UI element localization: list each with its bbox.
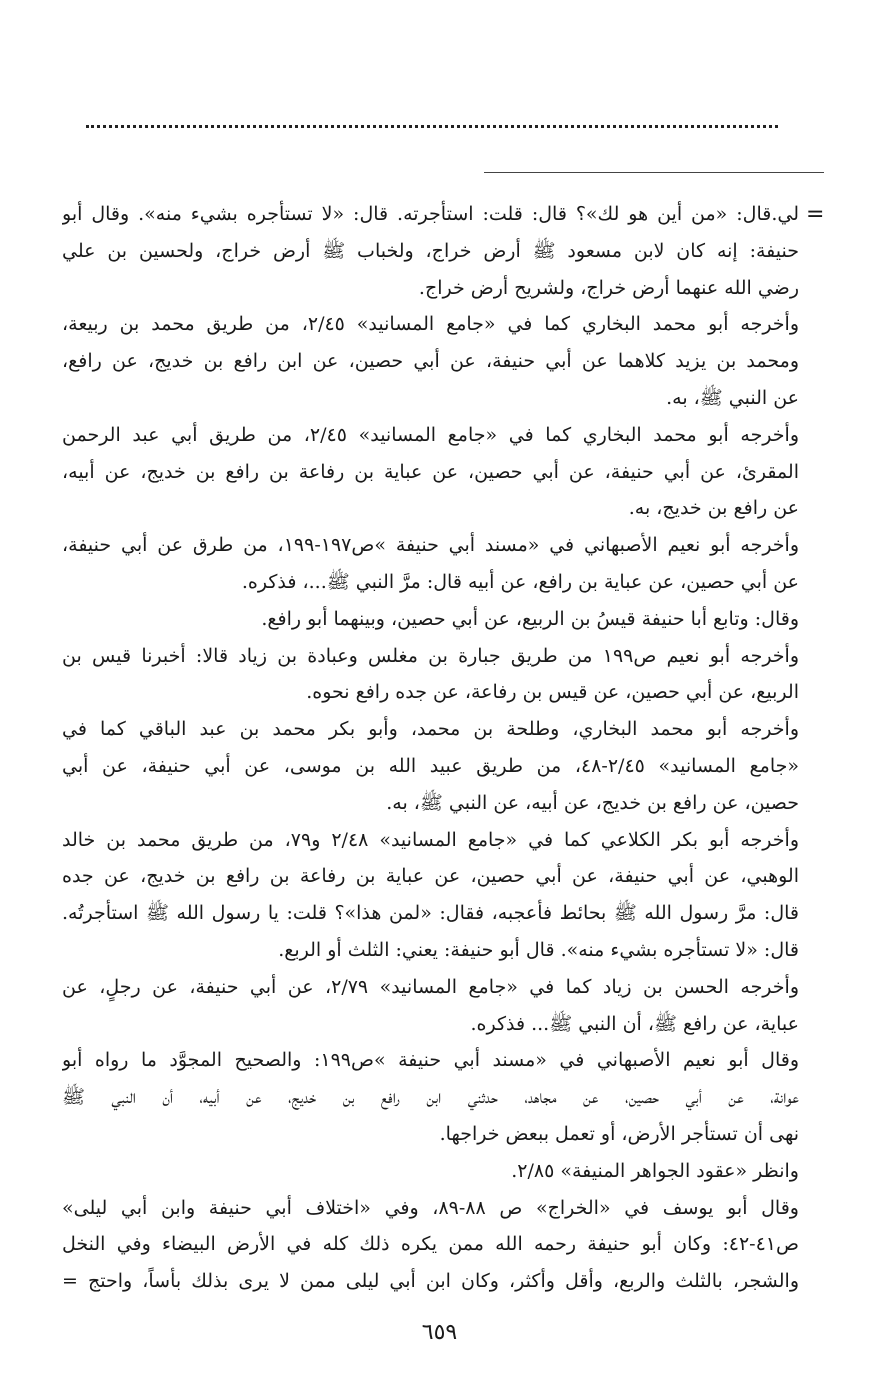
footnotes-block (62, 196, 799, 1300)
page-number: ٦٥٩ (421, 1320, 458, 1345)
footnote-line: حصين، عن رافع بن خديج، عن أبيه، عن النبي ﷺ، به. (386, 791, 799, 814)
footnote-line: عن النبي ﷺ، به. (666, 386, 799, 409)
continuation-marker: = (806, 202, 825, 227)
footnote-line: وأخرجه أبو نعيم الأصبهاني في «مسند أبي حنيفة »ص١٩٧-١٩٩، من طرق عن أبي حنيفة، (62, 534, 799, 557)
footnote-line: ص٤١-٤٢: وكان أبو حنيفة رحمه الله ممن يكره ذلك كله في الأرض البيضاء وفي النخل (62, 1233, 799, 1256)
footnote-line: الوهبي، عن أبي حنيفة، عن أبي حصين، عن عباية بن رفاعة بن رافع بن خديج، عن جده (62, 865, 799, 888)
footnote-line: وأخرجه أبو محمد البخاري كما في «جامع المسانيد» ٢/٤٥، من طريق أبي عبد الرحمن (62, 423, 799, 446)
footnote-line: وانظر «عقود الجواهر المنيفة» ٢/٨٥. (511, 1159, 799, 1182)
footnote-line: الربيع، عن أبي حصين، عن قيس بن رفاعة، عن جده رافع نحوه. (306, 681, 799, 704)
footnote-line: عوانة، عن أبي حصين، عن مجاهد، حدثني ابن رافع بن خديج، عن أبيه، أن النبي ﷺ (62, 1086, 799, 1109)
footnote-line: وقال: وتابع أبا حنيفة قيسُ بن الربيع، عن أبي حصين، وبينهما أبو رافع. (261, 607, 799, 630)
footnote-line: حنيفة: إنه كان لابن مسعود ﷺ أرض خراج، ولخباب ﷺ أرض خراج، ولحسين بن علي (62, 239, 799, 262)
footnote-line: المقرئ، عن أبي حنيفة، عن أبي حصين، عن عباية بن رفاعة بن رافع بن خديج، عن أبيه، (62, 460, 799, 483)
footnote-line: قال: مرَّ رسول الله ﷺ بحائط فأعجبه، فقال: «لمن هذا»؟ قلت: يا رسول الله ﷺ استأجرتُه. (62, 902, 799, 925)
top-dotted-rule (86, 112, 778, 128)
footnote-line: وقال أبو يوسف في «الخراج» ص ٨٨-٨٩، وفي «اختلاف أبي حنيفة وابن أبي ليلى» (62, 1196, 799, 1219)
footnote-line: وأخرجه الحسن بن زياد كما في «جامع المسانيد» ٢/٧٩، عن أبي حنيفة، عن رجلٍ، عن (62, 975, 799, 998)
footnote-line: وأخرجه أبو نعيم ص١٩٩ من طريق جبارة بن مغلس وعبادة بن زياد قالا: أخبرنا قيس بن (62, 644, 799, 667)
footnote-line: وأخرجه أبو بكر الكلاعي كما في «جامع المسانيد» ٢/٤٨ و٧٩، من طريق محمد بن خالد (62, 828, 799, 851)
footnote-line: والشجر، بالثلث والربع، وأقل وأكثر، وكان ابن أبي ليلى ممن لا يرى بذلك بأساً، واحتج = (62, 1270, 799, 1293)
footnote-line: رضي الله عنهما أرض خراج، ولشريح أرض خراج. (418, 276, 799, 299)
footnote-separator (484, 172, 824, 173)
footnote-line: «جامع المسانيد» ٢/٤٥-٤٨، من طريق عبيد الله بن موسى، عن أبي حنيفة، عن أبي (62, 754, 799, 777)
footnote-line: ومحمد بن يزيد كلاهما عن أبي حنيفة، عن أبي حصين، عن ابن رافع بن خديج، عن رافع، (62, 350, 799, 373)
footnote-line: وأخرجه أبو محمد البخاري كما في «جامع المسانيد» ٢/٤٥، من طريق محمد بن ربيعة، (62, 313, 799, 336)
footnote-line: وأخرجه أبو محمد البخاري، وطلحة بن محمد، وأبو بكر محمد بن عبد الباقي كما في (62, 718, 799, 741)
footnote-line: عن أبي حصين، عن عباية بن رافع، عن أبيه قال: مرَّ النبي ﷺ...، فذكره. (241, 570, 799, 593)
footnote-line: عن رافع بن خديج، به. (628, 497, 799, 520)
footnote-line: لي.قال: «من أين هو لك»؟ قال: قلت: استأجرته. قال: «لا تستأجره بشيء منه». وقال أبو (62, 203, 799, 225)
footnote-line: نهى أن تستأجر الأرض، أو تعمل ببعض خراجها. (439, 1122, 799, 1145)
footnote-line: وقال أبو نعيم الأصبهاني في «مسند أبي حنيفة »ص١٩٩: والصحيح المجوَّد ما رواه أبو (62, 1049, 799, 1072)
footnote-line: عباية، عن رافع ﷺ، أن النبي ﷺ... فذكره. (470, 1012, 799, 1035)
footnote-line: قال: «لا تستأجره بشيء منه». قال أبو حنيفة: يعني: الثلث أو الربع. (278, 938, 799, 961)
